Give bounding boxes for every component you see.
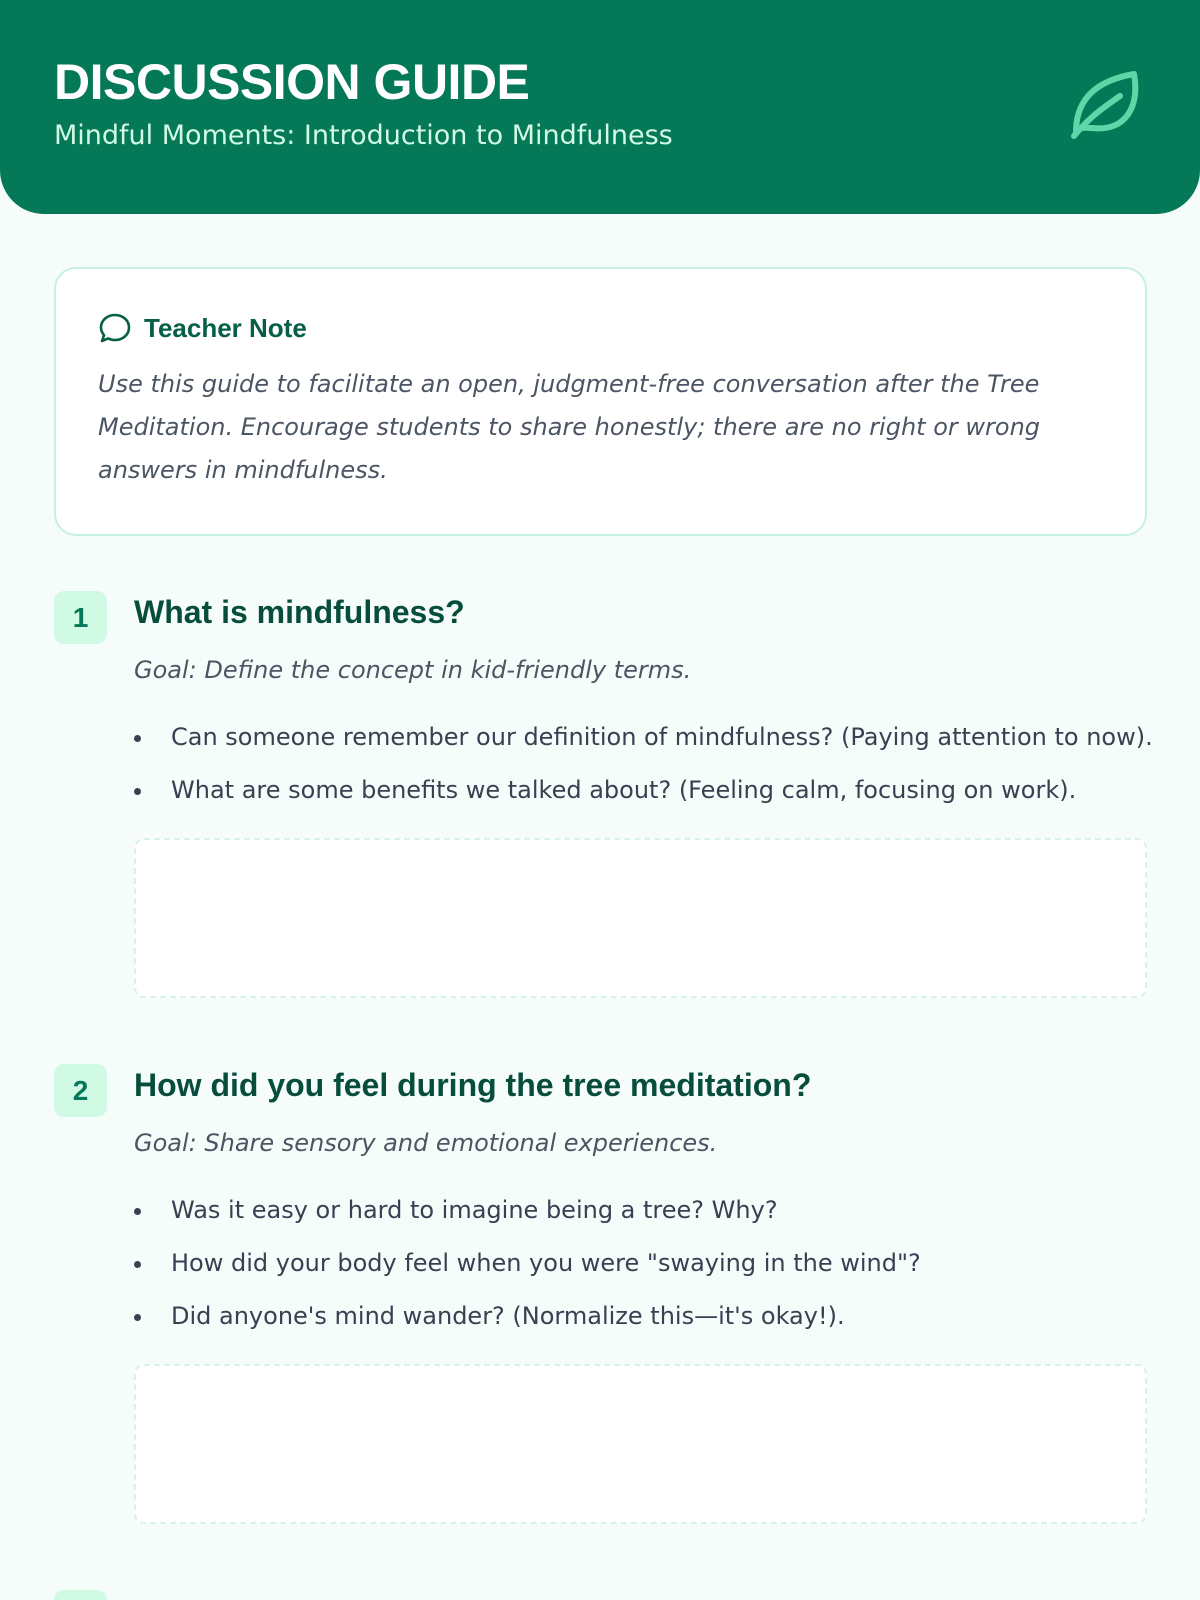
- teacher-note-title: Teacher Note: [144, 312, 307, 343]
- answer-notes-box[interactable]: [134, 1364, 1147, 1524]
- question-number-badge: 1: [54, 591, 107, 644]
- teacher-note-card: [54, 267, 1147, 536]
- list-item: Was it easy or hard to imagine being a tree? Why?: [134, 1184, 921, 1237]
- teacher-note-header: [98, 311, 307, 345]
- list-item: Did anyone's mind wander? (Normalize this—it's okay!).: [134, 1290, 921, 1343]
- list-item: What are some benefits we talked about? (Feeling calm, focusing on work).: [134, 764, 1153, 817]
- leaf-icon: [1066, 66, 1144, 144]
- page-subtitle: Mindful Moments: Introduction to Mindfulness: [54, 120, 673, 151]
- chat-bubble-icon: [98, 311, 132, 345]
- question-goal: Goal: Share sensory and emotional experiences.: [134, 1129, 718, 1157]
- answer-notes-box[interactable]: [134, 838, 1147, 998]
- page-title: DISCUSSION GUIDE: [54, 54, 530, 110]
- list-item: Can someone remember our definition of mindfulness? (Paying attention to now).: [134, 711, 1153, 764]
- question-goal: Goal: Define the concept in kid-friendly terms.: [134, 656, 692, 684]
- question-prompts: [134, 711, 1153, 817]
- teacher-note-text: Use this guide to facilitate an open, judgment-free conversation after the Tree Meditation. Encourage students to share honestly; there are no right or wrong answers in mindfulness.: [98, 370, 1041, 484]
- question-title: How did you feel during the tree meditation?: [134, 1067, 812, 1103]
- question-number-badge: 2: [54, 1064, 107, 1117]
- page-header: [0, 0, 1200, 214]
- question-title: What is mindfulness?: [134, 594, 465, 630]
- question-number-badge: [54, 1590, 107, 1600]
- list-item: How did your body feel when you were "swaying in the wind"?: [134, 1237, 921, 1290]
- question-prompts: [134, 1184, 921, 1343]
